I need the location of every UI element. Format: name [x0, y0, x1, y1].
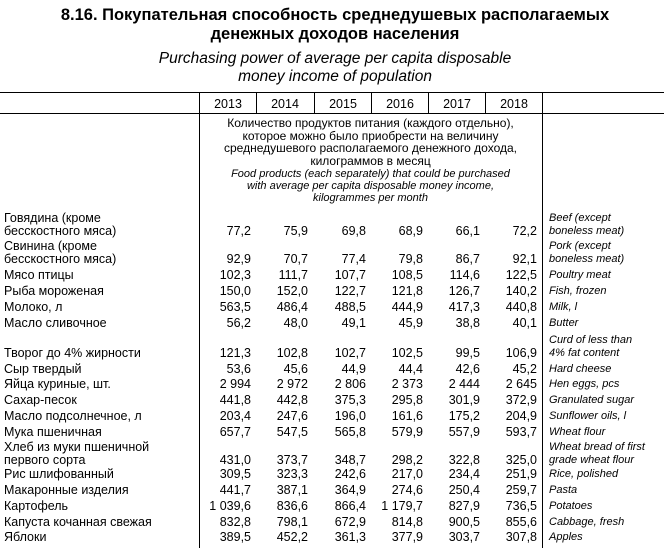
value-cell: 175,2	[448, 409, 480, 423]
value-cell: 40,1	[512, 316, 537, 330]
row-label-ru: Говядина (кроме бесскостного мяса)	[4, 211, 117, 238]
value-cell: 108,5	[391, 268, 423, 282]
value-cell: 53,6	[226, 362, 251, 376]
value-cell: 377,9	[391, 530, 423, 544]
value-cell: 106,9	[505, 345, 537, 360]
value-cell: 204,9	[505, 409, 537, 423]
value-cell: 68,9	[398, 223, 423, 238]
value-cell: 242,6	[334, 467, 366, 481]
value-cell: 565,8	[334, 425, 366, 439]
value-cell: 1 039,6	[209, 499, 251, 513]
row-label-ru: Сахар-песок	[4, 393, 77, 407]
unit-en-line: with average per capita disposable money income,	[246, 180, 495, 192]
row-label-en: Rice, polished	[549, 468, 619, 480]
value-cell: 126,7	[448, 284, 480, 298]
value-cell: 102,7	[334, 345, 366, 360]
value-cell: 217,0	[391, 467, 423, 481]
row-label-ru: Рыба мороженая	[4, 284, 104, 298]
row-label-ru: Масло сливочное	[4, 316, 107, 330]
value-cell: 86,7	[455, 251, 480, 266]
value-cell: 102,8	[276, 345, 308, 360]
value-cell: 42,6	[455, 362, 480, 376]
value-cell: 866,4	[334, 499, 366, 513]
value-cell: 44,9	[341, 362, 366, 376]
unit-description-ru	[199, 117, 542, 167]
value-cell: 372,9	[505, 393, 537, 407]
value-cell: 48,0	[283, 316, 308, 330]
value-cell: 122,7	[334, 284, 366, 298]
value-cell: 322,8	[448, 452, 480, 467]
row-label-ru: Мясо птицы	[4, 268, 74, 282]
value-cell: 102,5	[391, 345, 423, 360]
value-cell: 441,7	[219, 483, 251, 497]
value-cell: 38,8	[455, 316, 480, 330]
value-cell: 361,3	[334, 530, 366, 544]
row-label-en: Milk, l	[549, 301, 578, 313]
value-cell: 79,8	[398, 251, 423, 266]
row-label-en: Cabbage, fresh	[549, 516, 625, 528]
value-cell: 303,7	[448, 530, 480, 544]
value-cell: 557,9	[448, 425, 480, 439]
year-header-2015: 2015	[329, 97, 357, 111]
value-cell: 309,5	[219, 467, 251, 481]
value-cell: 44,4	[398, 362, 423, 376]
value-cell: 486,4	[276, 300, 308, 314]
value-cell: 72,2	[512, 223, 537, 238]
value-cell: 2 645	[505, 377, 537, 391]
value-cell: 736,5	[505, 499, 537, 513]
value-cell: 375,3	[334, 393, 366, 407]
row-label-en: Granulated sugar	[549, 394, 634, 406]
value-cell: 442,8	[276, 393, 308, 407]
row-label-ru: Яблоки	[4, 530, 47, 544]
row-label-ru: Хлеб из муки пшеничной первого сорта	[4, 440, 150, 467]
table-title-ru	[0, 6, 670, 44]
value-cell: 70,7	[283, 251, 308, 266]
value-cell: 827,9	[448, 499, 480, 513]
unit-ru-line: среднедушевого располагаемого денежного дохода,	[223, 141, 517, 155]
row-label-en: Fish, frozen	[549, 285, 607, 297]
unit-ru-line: которое можно было приобрести на величину	[242, 128, 499, 143]
unit-ru-line: Количество продуктов питания (каждого отдельно),	[227, 116, 514, 130]
value-cell: 547,5	[276, 425, 308, 439]
value-cell: 196,0	[334, 409, 366, 423]
row-label-ru: Творог до 4% жирности	[4, 345, 141, 360]
value-cell: 2 373	[391, 377, 423, 391]
row-label-en: Pork (except boneless meat)	[549, 240, 625, 265]
value-cell: 99,5	[455, 345, 480, 360]
value-cell: 323,3	[276, 467, 308, 481]
row-label-en: Wheat bread of first grade wheat flour	[549, 441, 645, 466]
row-label-en: Sunflower oils, l	[549, 410, 627, 422]
row-label-ru: Картофель	[4, 499, 69, 513]
row-label-en: Hen eggs, pcs	[549, 378, 620, 390]
value-cell: 563,5	[219, 300, 251, 314]
value-cell: 56,2	[226, 316, 251, 330]
title-en-line2: money income of population	[238, 68, 432, 85]
value-cell: 373,7	[276, 452, 308, 467]
unit-description-en	[199, 168, 542, 204]
value-cell: 452,2	[276, 530, 308, 544]
value-cell: 431,0	[219, 452, 251, 467]
value-cell: 150,0	[219, 284, 251, 298]
value-cell: 107,7	[334, 268, 366, 282]
value-cell: 900,5	[448, 515, 480, 529]
value-cell: 855,6	[505, 515, 537, 529]
value-cell: 121,3	[219, 345, 251, 360]
value-cell: 161,6	[391, 409, 423, 423]
title-ru-line2: денежных доходов населения	[210, 25, 460, 43]
value-cell: 298,2	[391, 452, 423, 467]
value-cell: 348,7	[334, 452, 366, 467]
row-label-ru: Мука пшеничная	[4, 425, 102, 439]
title-en-line1: Purchasing power of average per capita disposable	[158, 50, 512, 67]
value-cell: 325,0	[505, 452, 537, 467]
value-cell: 49,1	[341, 316, 366, 330]
value-cell: 364,9	[334, 483, 366, 497]
value-cell: 77,4	[341, 251, 366, 266]
row-label-en: Butter	[549, 317, 579, 329]
value-cell: 593,7	[505, 425, 537, 439]
value-cell: 45,6	[283, 362, 308, 376]
value-cell: 657,7	[219, 425, 251, 439]
value-cell: 234,4	[448, 467, 480, 481]
value-cell: 307,8	[505, 530, 537, 544]
table-title-en	[0, 50, 670, 86]
row-label-en: Pasta	[549, 484, 578, 496]
value-cell: 92,1	[512, 251, 537, 266]
value-cell: 814,8	[391, 515, 423, 529]
value-cell: 251,9	[505, 467, 537, 481]
row-label-ru: Капуста кочанная свежая	[4, 515, 152, 529]
value-cell: 92,9	[226, 251, 251, 266]
row-label-en: Wheat flour	[549, 426, 606, 438]
value-cell: 77,2	[226, 223, 251, 238]
value-cell: 441,8	[219, 393, 251, 407]
value-cell: 2 444	[448, 377, 480, 391]
col-divider-6	[542, 92, 543, 548]
value-cell: 247,6	[276, 409, 308, 423]
value-cell: 140,2	[505, 284, 537, 298]
unit-en-line: Food products (each separately) that could be purchased	[231, 168, 510, 180]
row-label-en: Apples	[549, 531, 583, 543]
year-header-2016: 2016	[386, 97, 414, 111]
value-cell: 111,7	[278, 268, 308, 282]
title-ru-line1: 8.16. Покупательная способность среднедушевых располагаемых	[60, 6, 610, 24]
value-cell: 444,9	[391, 300, 423, 314]
unit-ru-line: килограммов в месяц	[310, 153, 431, 168]
value-cell: 152,0	[276, 284, 308, 298]
value-cell: 45,2	[512, 362, 537, 376]
row-label-en: Curd of less than 4% fat content	[549, 334, 633, 359]
value-cell: 488,5	[334, 300, 366, 314]
value-cell: 259,7	[505, 483, 537, 497]
value-cell: 114,6	[449, 268, 480, 282]
row-label-en: Poultry meat	[549, 269, 611, 281]
value-cell: 579,9	[391, 425, 423, 439]
value-cell: 417,3	[448, 300, 480, 314]
value-cell: 2 806	[334, 377, 366, 391]
row-label-ru: Макаронные изделия	[4, 483, 129, 497]
value-cell: 389,5	[219, 530, 251, 544]
year-header-2013: 2013	[214, 97, 242, 111]
value-cell: 250,4	[448, 483, 480, 497]
row-label-ru: Масло подсолнечное, л	[4, 409, 142, 423]
row-label-ru: Яйца куриные, шт.	[4, 377, 111, 391]
table-top-rule	[0, 92, 664, 93]
unit-en-line: kilogrammes per month	[313, 192, 428, 204]
row-label-ru: Рис шлифованный	[4, 467, 114, 481]
row-label-ru: Молоко, л	[4, 300, 63, 314]
value-cell: 2 972	[276, 377, 308, 391]
value-cell: 203,4	[219, 409, 251, 423]
header-bottom-rule	[0, 113, 664, 114]
value-cell: 836,6	[276, 499, 308, 513]
row-label-en: Beef (except boneless meat)	[549, 212, 625, 237]
value-cell: 66,1	[455, 223, 480, 238]
value-cell: 387,1	[276, 483, 308, 497]
value-cell: 672,9	[334, 515, 366, 529]
value-cell: 832,8	[219, 515, 251, 529]
value-cell: 102,3	[219, 268, 251, 282]
value-cell: 274,6	[391, 483, 423, 497]
row-label-en: Potatoes	[549, 500, 593, 512]
year-header-2017: 2017	[443, 97, 471, 111]
year-header-2014: 2014	[271, 97, 299, 111]
value-cell: 121,8	[391, 284, 423, 298]
value-cell: 440,8	[505, 300, 537, 314]
row-label-ru: Свинина (кроме бесскостного мяса)	[4, 239, 117, 266]
value-cell: 45,9	[398, 316, 423, 330]
value-cell: 122,5	[505, 268, 537, 282]
value-cell: 1 179,7	[381, 499, 423, 513]
value-cell: 2 994	[219, 377, 251, 391]
year-header-2018: 2018	[500, 97, 528, 111]
row-label-ru: Сыр твердый	[4, 362, 82, 376]
value-cell: 295,8	[391, 393, 423, 407]
row-label-en: Hard cheese	[549, 363, 612, 375]
value-cell: 798,1	[276, 515, 308, 529]
value-cell: 69,8	[341, 223, 366, 238]
value-cell: 301,9	[448, 393, 480, 407]
value-cell: 75,9	[283, 223, 308, 238]
